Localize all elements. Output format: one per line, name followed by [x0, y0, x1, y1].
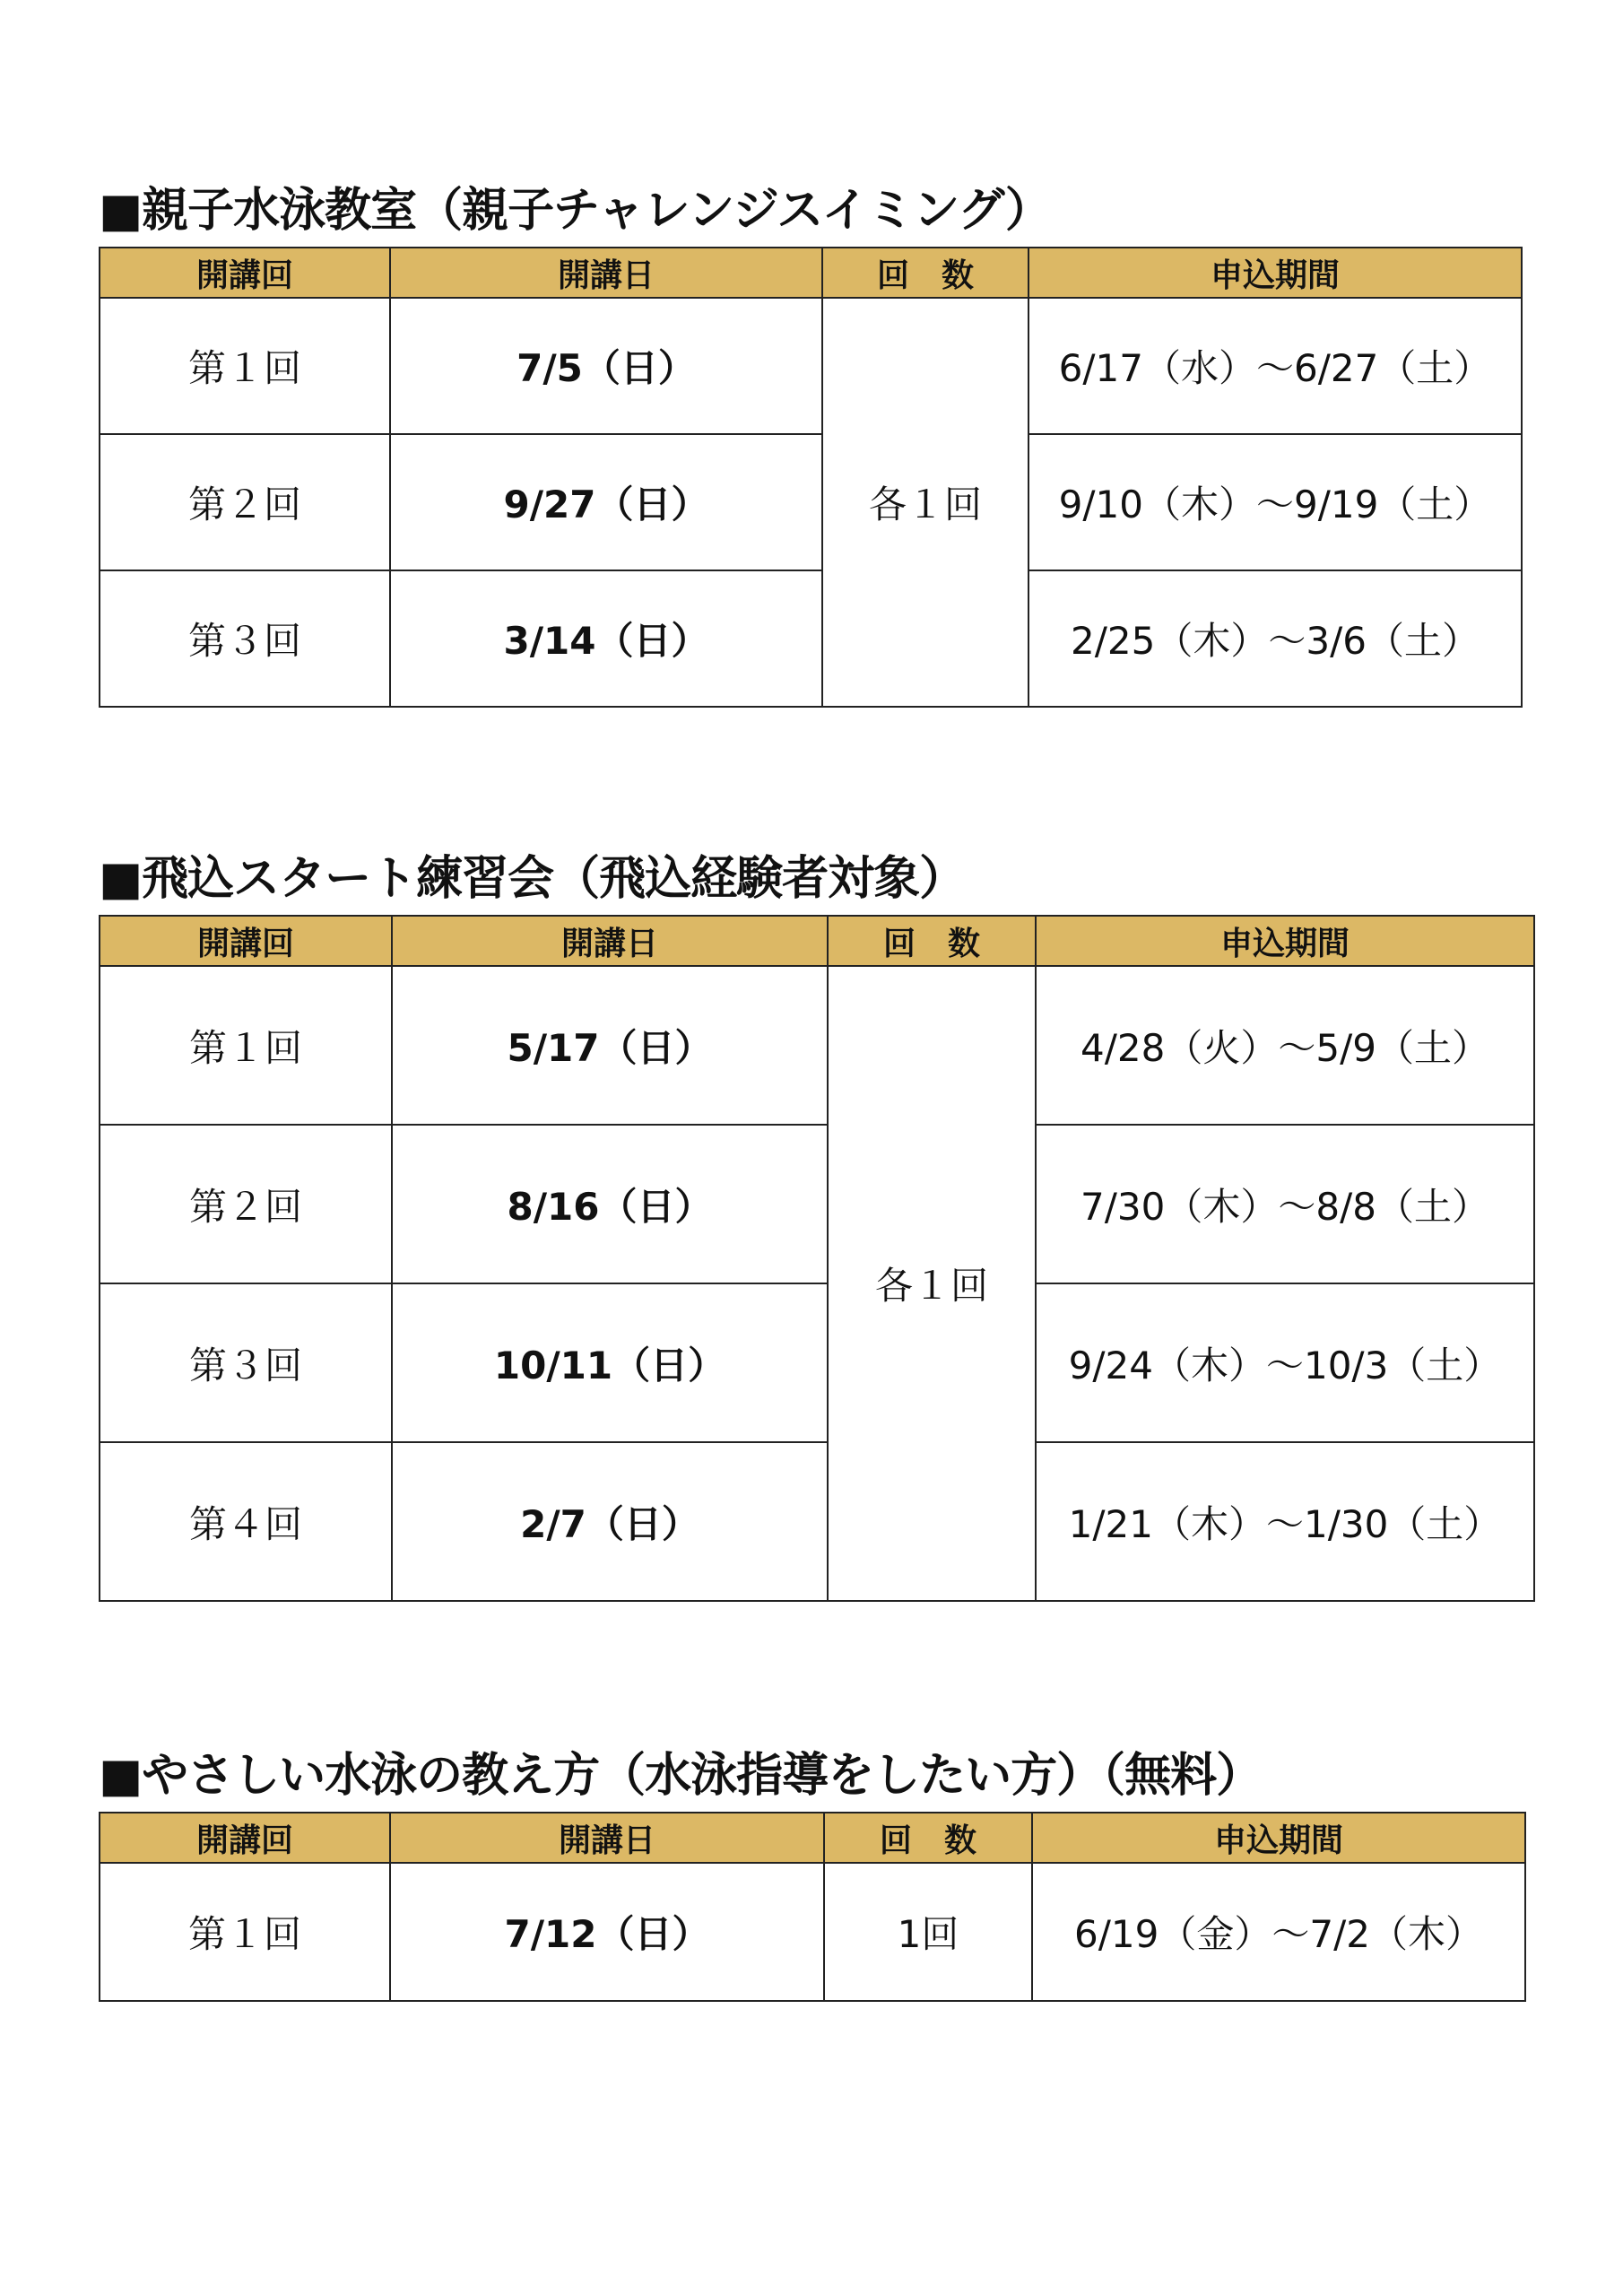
header-count: 回 数 — [822, 248, 1028, 298]
session-date: 3/14（日） — [390, 570, 822, 707]
header-count: 回 数 — [824, 1813, 1032, 1863]
header-row — [100, 248, 1522, 298]
table-row — [100, 966, 1534, 1125]
section-parent-child-swimming — [99, 184, 1523, 708]
application-period: 9/24（木）～10/3（土） — [1036, 1283, 1534, 1442]
application-period: 2/25（木）～3/6（土） — [1028, 570, 1522, 707]
table-row — [100, 434, 1522, 570]
session-date: 2/7（日） — [392, 1442, 828, 1601]
round-label: 第３回 — [100, 570, 390, 707]
header-period: 申込期間 — [1028, 248, 1522, 298]
schedule-table — [99, 247, 1523, 708]
application-period: 1/21（木）～1/30（土） — [1036, 1442, 1534, 1601]
session-date: 7/5（日） — [390, 298, 822, 434]
header-date: 開講日 — [390, 248, 822, 298]
section-swimming-instruction — [99, 1749, 1526, 2002]
table-row — [100, 1442, 1534, 1601]
session-count: 1回 — [824, 1863, 1032, 2001]
session-date: 8/16（日） — [392, 1125, 828, 1283]
session-count: 各１回 — [822, 298, 1028, 707]
application-period: 6/19（金）～7/2（木） — [1032, 1863, 1525, 2001]
section-title: ■飛込スタート練習会（飛込経験者対象） — [99, 852, 966, 906]
schedule-table — [99, 915, 1535, 1602]
session-date: 9/27（日） — [390, 434, 822, 570]
header-round: 開講回 — [100, 1813, 390, 1863]
application-period: 4/28（火）～5/9（土） — [1036, 966, 1534, 1125]
round-label: 第１回 — [100, 1863, 390, 2001]
section-title: ■やさしい水泳の教え方（水泳指導をしたい方）（無料） — [99, 1749, 1263, 1803]
header-round: 開講回 — [100, 916, 392, 966]
table-row — [100, 1283, 1534, 1442]
table-row — [100, 570, 1522, 707]
table-row — [100, 1125, 1534, 1283]
round-label: 第１回 — [100, 966, 392, 1125]
header-date: 開講日 — [392, 916, 828, 966]
header-period: 申込期間 — [1036, 916, 1534, 966]
header-row — [100, 1813, 1525, 1863]
round-label: 第１回 — [100, 298, 390, 434]
table-row — [100, 1863, 1525, 2001]
table-row — [100, 298, 1522, 434]
header-date: 開講日 — [390, 1813, 824, 1863]
application-period: 6/17（水）～6/27（土） — [1028, 298, 1522, 434]
schedule-table — [99, 1812, 1526, 2002]
session-date: 7/12（日） — [390, 1863, 824, 2001]
header-row — [100, 916, 1534, 966]
session-date: 10/11（日） — [392, 1283, 828, 1442]
session-count: 各１回 — [828, 966, 1036, 1601]
header-round: 開講回 — [100, 248, 390, 298]
round-label: 第２回 — [100, 434, 390, 570]
round-label: 第３回 — [100, 1283, 392, 1442]
application-period: 9/10（木）～9/19（土） — [1028, 434, 1522, 570]
section-title: ■親子水泳教室（親子チャレンジスイミング） — [99, 184, 1051, 238]
round-label: 第２回 — [100, 1125, 392, 1283]
round-label: 第４回 — [100, 1442, 392, 1601]
application-period: 7/30（木）～8/8（土） — [1036, 1125, 1534, 1283]
section-dive-start-practice — [99, 852, 1535, 1602]
header-count: 回 数 — [828, 916, 1036, 966]
header-period: 申込期間 — [1032, 1813, 1525, 1863]
session-date: 5/17（日） — [392, 966, 828, 1125]
